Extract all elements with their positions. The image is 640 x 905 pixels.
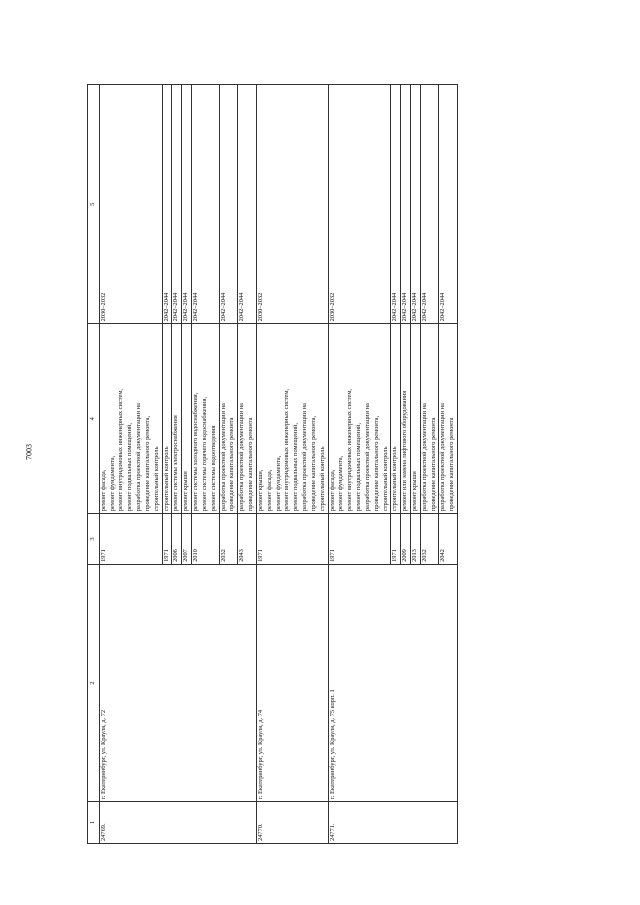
- repair-works: разработка проектной документации на проведение капитального ремонта: [439, 324, 458, 514]
- repair-period: 2042–2044: [410, 85, 420, 324]
- object-number: [172, 802, 182, 844]
- repair-works: ремонт или замена лифтового оборудования: [401, 324, 411, 514]
- object-number: [238, 802, 257, 844]
- object-number: [219, 802, 238, 844]
- repair-works: ремонт крыши, ремонт фасада, ремонт фундамента, ремонт внутридомовых инженерных систем, ремонт подвальных помещений, разработка проектной документации на проведение капитального ремонта, строительный контроль: [256, 324, 328, 514]
- commissioning-year: 1971: [99, 514, 162, 565]
- commissioning-year: 2043: [238, 514, 257, 565]
- repair-period: 2042–2044: [162, 85, 172, 324]
- repair-period: 2030–2032: [99, 85, 162, 324]
- table-header: [88, 85, 100, 844]
- object-address: [420, 564, 439, 801]
- table-row: [99, 85, 162, 844]
- commissioning-year: 1971: [162, 514, 172, 565]
- repair-works: разработка проектной документации на проведение капитального ремонта: [238, 324, 257, 514]
- object-number: [391, 802, 401, 844]
- commissioning-year: 1971: [328, 514, 391, 565]
- table-row: [162, 85, 172, 844]
- table-body: [99, 85, 457, 844]
- object-number: 24771.: [328, 802, 391, 844]
- commissioning-year: 2006: [172, 514, 182, 565]
- table-row: [219, 85, 238, 844]
- table-row: [182, 85, 192, 844]
- object-address: г. Екатеринбург, ул. Крауля, д. 75 корп. 1: [328, 564, 391, 801]
- page-number: 7003: [24, 444, 34, 460]
- commissioning-year: 1971: [256, 514, 328, 565]
- header-col-5: 5: [88, 85, 100, 324]
- object-address: [238, 564, 257, 801]
- object-address: [182, 564, 192, 801]
- table-row: [256, 85, 328, 844]
- object-address: [439, 564, 458, 801]
- header-col-3: 3: [88, 514, 100, 565]
- repair-works: строительный контроль: [162, 324, 172, 514]
- repair-period: 2042–2044: [172, 85, 182, 324]
- commissioning-year: 2009: [401, 514, 411, 565]
- repair-works: разработка проектной документации на проведение капитального ремонта: [219, 324, 238, 514]
- object-number: [420, 802, 439, 844]
- object-address: г. Екатеринбург, ул. Крауля, д. 74: [256, 564, 328, 801]
- header-col-4: 4: [88, 324, 100, 514]
- repair-schedule-table: [87, 84, 458, 844]
- object-number: [410, 802, 420, 844]
- object-address: [410, 564, 420, 801]
- object-address: [401, 564, 411, 801]
- rotated-table-wrapper: [87, 84, 577, 844]
- table-row: [172, 85, 182, 844]
- repair-period: 2042–2044: [182, 85, 192, 324]
- repair-period: 2042–2044: [238, 85, 257, 324]
- object-number: [162, 802, 172, 844]
- repair-period: 2042–2044: [219, 85, 238, 324]
- repair-works: разработка проектной документации на проведение капитального ремонта: [420, 324, 439, 514]
- commissioning-year: 2007: [182, 514, 192, 565]
- repair-works: ремонт крыши: [182, 324, 192, 514]
- repair-works: ремонт системы холодного водоснабжения, ремонт системы горячего водоснабжения, ремонт системы водоотведения: [192, 324, 219, 514]
- table-row: [439, 85, 458, 844]
- header-col-2: 2: [88, 564, 100, 801]
- table-row: [192, 85, 219, 844]
- object-number: 24769.: [99, 802, 162, 844]
- object-address: [192, 564, 219, 801]
- object-number: [439, 802, 458, 844]
- object-number: [401, 802, 411, 844]
- repair-period: 2042–2044: [391, 85, 401, 324]
- object-address: [172, 564, 182, 801]
- object-address: [391, 564, 401, 801]
- repair-works: ремонт фасада, ремонт фундамента, ремонт внутридомовых инженерных систем, ремонт подвальных помещений, разработка проектной документации на проведение капитального ремонта, строительный контроль: [328, 324, 391, 514]
- table-row: [391, 85, 401, 844]
- repair-works: строительный контроль: [391, 324, 401, 514]
- repair-period: 2042–2044: [439, 85, 458, 324]
- object-address: г. Екатеринбург, ул. Крауля, д. 72: [99, 564, 162, 801]
- object-number: [182, 802, 192, 844]
- repair-works: ремонт крыши: [410, 324, 420, 514]
- repair-period: 2030–2032: [328, 85, 391, 324]
- table-row: [420, 85, 439, 844]
- header-col-1: 1: [88, 802, 100, 844]
- object-address: [162, 564, 172, 801]
- object-address: [219, 564, 238, 801]
- commissioning-year: 2013: [410, 514, 420, 565]
- table-row: [401, 85, 411, 844]
- repair-period: 2042–2044: [420, 85, 439, 324]
- commissioning-year: 2032: [219, 514, 238, 565]
- object-number: 24770.: [256, 802, 328, 844]
- table-row: [410, 85, 420, 844]
- object-number: [192, 802, 219, 844]
- commissioning-year: 2010: [192, 514, 219, 565]
- repair-period: 2042–2044: [401, 85, 411, 324]
- repair-period: 2042–2044: [192, 85, 219, 324]
- commissioning-year: 2032: [420, 514, 439, 565]
- repair-works: ремонт системы электроснабжения: [172, 324, 182, 514]
- repair-works: ремонт фасада, ремонт фундамента, ремонт внутридомовых инженерных систем, ремонт подвальных помещений, разработка проектной документации на проведение капитального ремонта, строительный контроль: [99, 324, 162, 514]
- repair-period: 2030–2032: [256, 85, 328, 324]
- commissioning-year: 1971: [391, 514, 401, 565]
- table-row: [328, 85, 391, 844]
- commissioning-year: 2042: [439, 514, 458, 565]
- table-row: [238, 85, 257, 844]
